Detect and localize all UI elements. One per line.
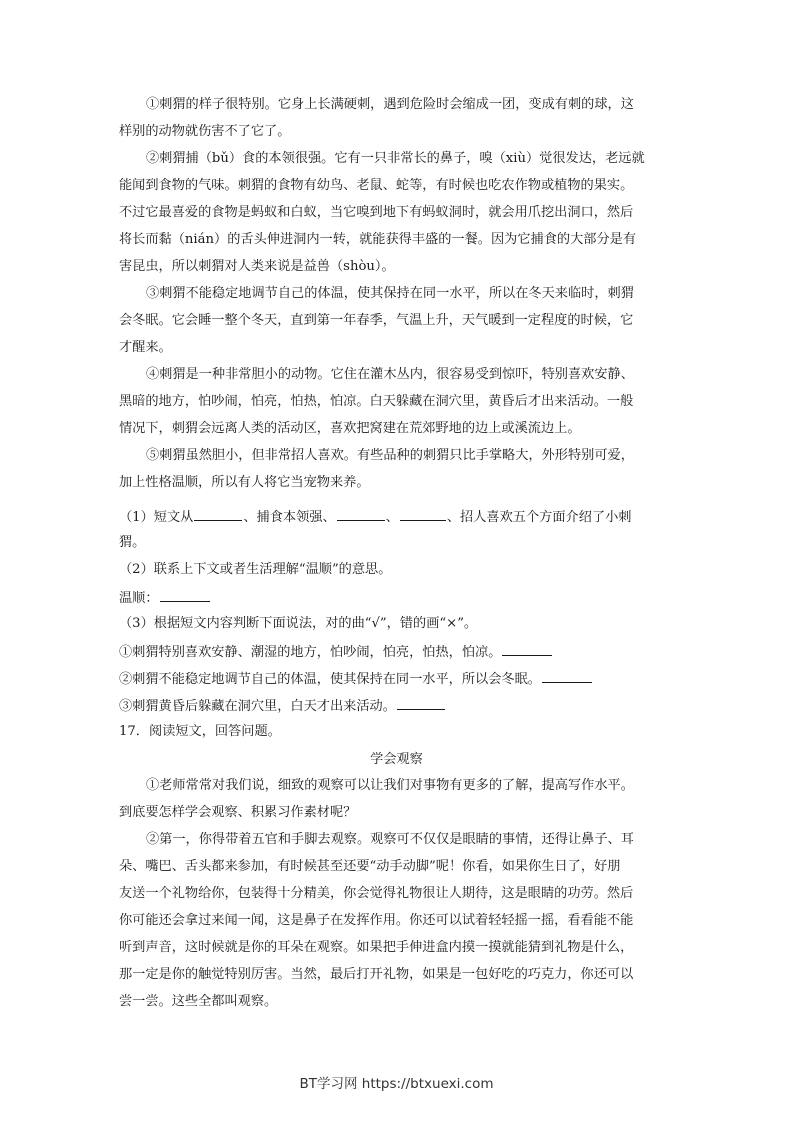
- p5-line-1: ⑤刺猬虽然胆小，但非常招人喜欢。有些品种的刺猬只比手掌略大，外形特别可爱，: [146, 448, 634, 463]
- p3-line-3: 才醒来。: [119, 340, 172, 355]
- p2-line-1: ②刺猬捕（bǔ）食的本领很强。它有一只非常长的鼻子，嗅（xiù）觉很发达，老远就: [146, 151, 645, 166]
- question-1-text-b: 、捕食本领强、: [243, 510, 336, 525]
- question-3-item-3: [119, 697, 446, 715]
- question-2: （2）联系上下文或者生活理解“温顺”的意思。: [119, 562, 392, 577]
- p4-line-2: 黑暗的地方，怕吵闹，怕亮，怕热，怕凉。白天躲藏在洞穴里，黄昏后才出来活动。一般: [119, 394, 634, 409]
- p2-2-line-6: 那一定是你的触觉特别厉害。当然，最后打开礼物，如果是一包好吃的巧克力，你还可以: [119, 967, 634, 982]
- answer-blank-1[interactable]: [194, 508, 242, 521]
- answer-blank-wenshun[interactable]: [160, 589, 210, 602]
- question-3-item-2: [119, 670, 593, 688]
- p1-line-2: 样别的动物就伤害不了它了。: [119, 124, 291, 139]
- answer-blank-3[interactable]: [400, 508, 446, 521]
- question-3-item-3-text: ③刺猬黄昏后躲藏在洞穴里，白天才出来活动。: [119, 699, 396, 714]
- question-2-answer: [119, 589, 211, 607]
- question-17: 17．阅读短文，回答问题。: [119, 724, 281, 739]
- question-1: [119, 508, 631, 526]
- question-1-cont: 猬。: [119, 535, 146, 550]
- site-footer-watermark[interactable]: BT学习网 https://btxuexi.com: [299, 1076, 494, 1092]
- p3-line-2: 会冬眠。它会睡一整个冬天，直到第一年春季，气温上升，天气暖到一定程度的时候，它: [119, 313, 634, 328]
- p2-2-line-7: 尝一尝。这些全都叫观察。: [119, 994, 278, 1009]
- p4-line-3: 情况下，刺猬会远离人类的活动区，喜欢把窝建在荒郊野地的边上或溪流边上。: [119, 421, 581, 436]
- p2-2-line-3: 友送一个礼物给你，包装得十分精美，你会觉得礼物很让人期待，这是眼睛的功劳。然后: [119, 886, 634, 901]
- p2-line-2: 能闻到食物的气味。刺猬的食物有幼鸟、老鼠、蛇等，有时候也吃农作物或植物的果实。: [119, 178, 634, 193]
- answer-blank-3-2[interactable]: [542, 670, 592, 683]
- question-1-text-a: （1）短文从: [119, 510, 194, 525]
- p2-2-line-1: ②第一，你得带着五官和手脚去观察。观察可不仅仅是眼睛的事情，还得让鼻子、耳: [146, 832, 634, 847]
- p2-line-5: 害昆虫，所以刺猬对人类来说是益兽（shòu）。: [119, 259, 395, 274]
- p2-line-3: 不过它最喜爱的食物是蚂蚁和白蚁，当它嗅到地下有蚂蚁洞时，就会用爪挖出洞口，然后: [119, 205, 634, 220]
- question-3-item-1-text: ①刺猬特别喜欢安静、潮湿的地方，怕吵闹，怕亮，怕热，怕凉。: [119, 645, 502, 660]
- question-1-text-d: 、招人喜欢五个方面介绍了小刺: [446, 510, 632, 525]
- answer-blank-3-1[interactable]: [502, 643, 552, 656]
- p2-line-4: 将长而黏（nián）的舌头伸进洞内一转，就能获得丰盛的一餐。因为它捕食的大部分是有: [119, 232, 637, 247]
- question-3-item-1: [119, 643, 553, 661]
- p2-1-line-1: ①老师常常对我们说，细致的观察可以让我们对事物有更多的了解，提高写作水平。: [146, 778, 634, 793]
- passage-title: 学会观察: [370, 752, 423, 767]
- p2-2-line-4: 你可能还会拿过来闻一闻，这是鼻子在发挥作用。你还可以试着轻轻摇一摇，看看能不能: [119, 913, 634, 928]
- question-3-item-2-text: ②刺猬不能稳定地调节自己的体温，使其保持在同一水平，所以会冬眠。: [119, 672, 541, 687]
- p1-line-1: ①刺猬的样子很特别。它身上长满硬刺，遇到危险时会缩成一团，变成有刺的球，这: [146, 97, 634, 112]
- p3-line-1: ③刺猬不能稳定地调节自己的体温，使其保持在同一水平，所以在冬天来临时，刺猬: [146, 286, 634, 301]
- question-3: （3）根据短文内容判断下面说法，对的曲“√”，错的画“×”。: [119, 616, 478, 631]
- p5-line-2: 加上性格温顺，所以有人将它当宠物来养。: [119, 475, 370, 490]
- p2-2-line-5: 听到声音，这时候就是你的耳朵在观察。如果把手伸进盒内摸一摸就能猜到礼物是什么，: [119, 940, 634, 955]
- p4-line-1: ④刺猬是一种非常胆小的动物。它住在灌木丛内，很容易受到惊吓，特别喜欢安静、: [146, 367, 634, 382]
- answer-blank-3-3[interactable]: [397, 697, 445, 710]
- answer-blank-2[interactable]: [337, 508, 385, 521]
- question-1-text-c: 、: [385, 510, 399, 525]
- p2-1-line-2: 到底要怎样学会观察、积累习作素材呢？: [119, 805, 357, 820]
- question-2-label: 温顺：: [119, 591, 159, 606]
- p2-2-line-2: 朵、嘴巴、舌头都来参加，有时候甚至还要“动手动脚”呢！你看，如果你生日了，好朋: [119, 859, 621, 874]
